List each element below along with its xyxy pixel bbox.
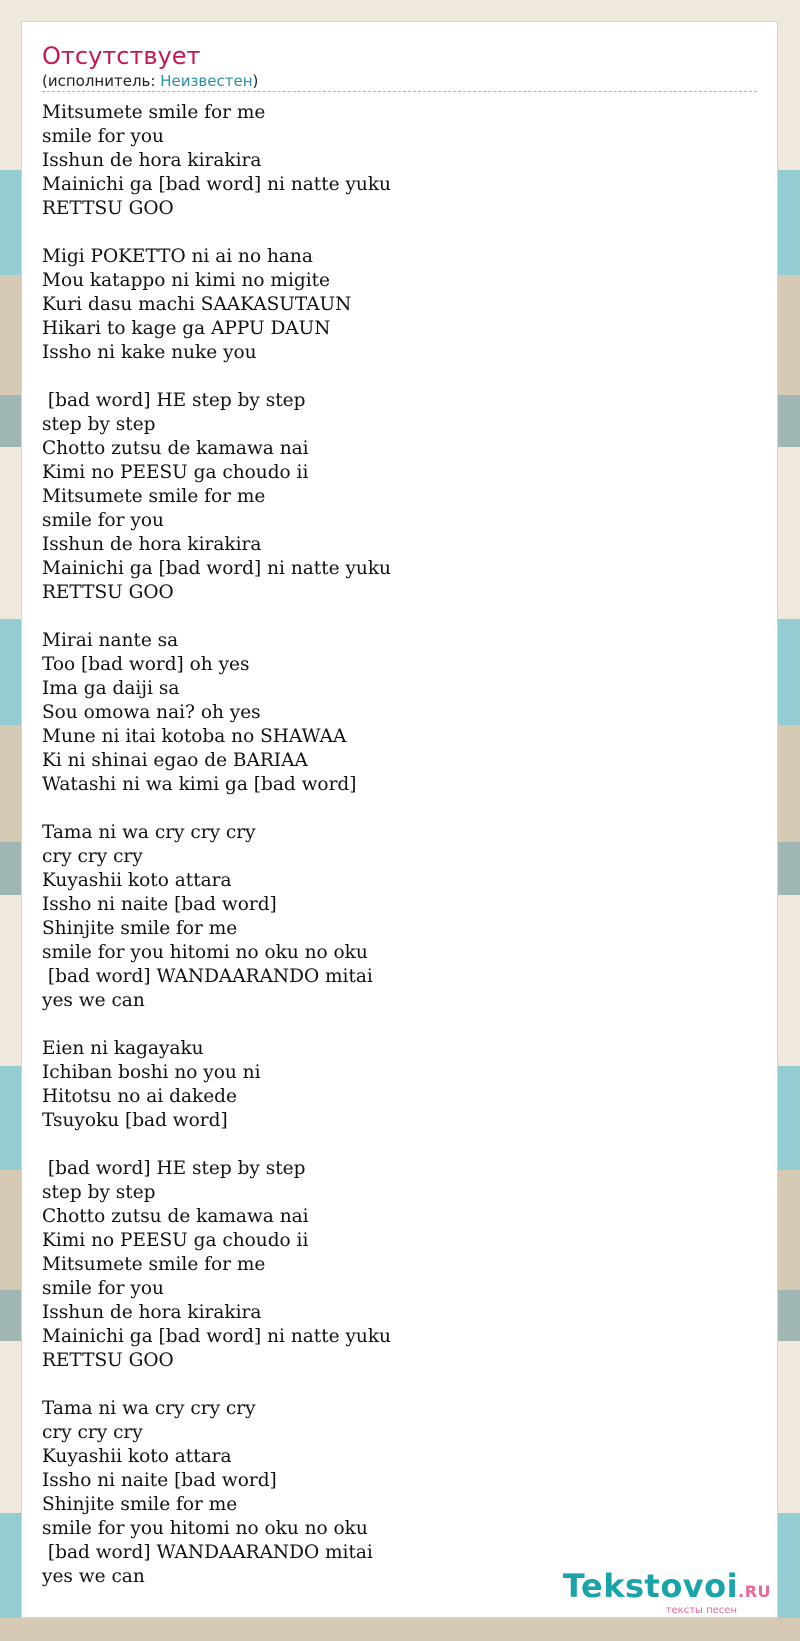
artist-suffix: ) <box>252 72 259 90</box>
lyrics-line: Hikari to kage ga APPU DAUN <box>42 318 331 339</box>
lyrics-stanza <box>42 821 391 1013</box>
lyrics-line: cry cry cry <box>42 1422 143 1443</box>
lyrics-line: Chotto zutsu de kamawa nai <box>42 1206 309 1227</box>
lyrics-line: Isshun de hora kirakira <box>42 534 262 555</box>
lyrics-line: Kimi no PEESU ga choudo ii <box>42 462 309 483</box>
lyrics-text <box>42 101 391 1613</box>
lyrics-line: Shinjite smile for me <box>42 1494 238 1515</box>
lyrics-line: step by step <box>42 414 156 435</box>
lyrics-line: Watashi ni wa kimi ga [bad word] <box>42 774 357 795</box>
lyrics-line: Tsuyoku [bad word] <box>42 1110 228 1131</box>
lyrics-line: Issho ni naite [bad word] <box>42 1470 277 1491</box>
lyrics-line: Hitotsu no ai dakede <box>42 1086 237 1107</box>
lyrics-stanza <box>42 1037 391 1133</box>
logo-wordmark <box>563 1569 771 1609</box>
lyrics-stanza <box>42 245 391 365</box>
lyrics-line: smile for you <box>42 126 164 147</box>
lyrics-line: Migi POKETTO ni ai no hana <box>42 246 313 267</box>
lyrics-line: Mirai nante sa <box>42 630 179 651</box>
lyrics-line: RETTSU GOO <box>42 582 174 603</box>
lyrics-line: [bad word] WANDAARANDO mitai <box>42 1542 373 1563</box>
lyrics-line: Ichiban boshi no you ni <box>42 1062 261 1083</box>
lyrics-line: Kuyashii koto attara <box>42 1446 232 1467</box>
lyrics-line: yes we can <box>42 1566 145 1587</box>
lyrics-line: Kimi no PEESU ga choudo ii <box>42 1230 309 1251</box>
lyrics-line: Isshun de hora kirakira <box>42 150 262 171</box>
lyrics-line: [bad word] HE step by step <box>42 1158 306 1179</box>
lyrics-line: Mainichi ga [bad word] ni natte yuku <box>42 174 391 195</box>
lyrics-line: Mainichi ga [bad word] ni natte yuku <box>42 558 391 579</box>
lyrics-line: cry cry cry <box>42 846 143 867</box>
lyrics-line: yes we can <box>42 990 145 1011</box>
song-title: Отсутствует <box>42 42 201 70</box>
lyrics-line: Tama ni wa cry cry cry <box>42 822 256 843</box>
lyrics-line: Ima ga daiji sa <box>42 678 180 699</box>
lyrics-line: Kuri dasu machi SAAKASUTAUN <box>42 294 352 315</box>
lyrics-line: Mou katappo ni kimi no migite <box>42 270 330 291</box>
lyrics-line: Mitsumete smile for me <box>42 102 266 123</box>
lyrics-line: smile for you <box>42 510 164 531</box>
lyrics-line: Ki ni shinai egao de BARIAA <box>42 750 308 771</box>
lyrics-line: smile for you hitomi no oku no oku <box>42 1518 368 1539</box>
lyrics-line: Mune ni itai kotoba no SHAWAA <box>42 726 347 747</box>
lyrics-line: RETTSU GOO <box>42 198 174 219</box>
lyrics-line: Tama ni wa cry cry cry <box>42 1398 256 1419</box>
lyrics-line: step by step <box>42 1182 156 1203</box>
site-logo[interactable] <box>563 1569 771 1616</box>
lyrics-line: Shinjite smile for me <box>42 918 238 939</box>
lyrics-line: RETTSU GOO <box>42 1350 174 1371</box>
lyrics-line: [bad word] HE step by step <box>42 390 306 411</box>
lyrics-line: Sou omowa nai? oh yes <box>42 702 261 723</box>
lyrics-line: Mainichi ga [bad word] ni natte yuku <box>42 1326 391 1347</box>
logo-name: Tekstovoi <box>562 1567 739 1605</box>
logo-tld: .RU <box>738 1582 771 1601</box>
lyrics-stanza <box>42 1397 391 1589</box>
artist-line <box>42 71 757 92</box>
lyrics-line: Issho ni naite [bad word] <box>42 894 277 915</box>
logo-tagline: тексты песен <box>665 1605 737 1616</box>
lyrics-line: Mitsumete smile for me <box>42 1254 266 1275</box>
lyrics-line: Isshun de hora kirakira <box>42 1302 262 1323</box>
artist-link[interactable]: Неизвестен <box>160 72 253 90</box>
lyrics-stanza <box>42 389 391 605</box>
lyrics-stanza <box>42 101 391 221</box>
lyrics-line: smile for you hitomi no oku no oku <box>42 942 368 963</box>
lyrics-line: Issho ni kake nuke you <box>42 342 257 363</box>
lyrics-line: Chotto zutsu de kamawa nai <box>42 438 309 459</box>
lyrics-line: Mitsumete smile for me <box>42 486 266 507</box>
artist-prefix: (исполнитель: <box>42 72 161 90</box>
lyrics-line: [bad word] WANDAARANDO mitai <box>42 966 373 987</box>
lyrics-line: Kuyashii koto attara <box>42 870 232 891</box>
lyrics-stanza <box>42 629 391 797</box>
lyrics-line: Too [bad word] oh yes <box>42 654 250 675</box>
lyrics-line: smile for you <box>42 1278 164 1299</box>
lyrics-line: Eien ni kagayaku <box>42 1038 204 1059</box>
lyrics-stanza <box>42 1157 391 1373</box>
content-panel <box>21 21 778 1618</box>
